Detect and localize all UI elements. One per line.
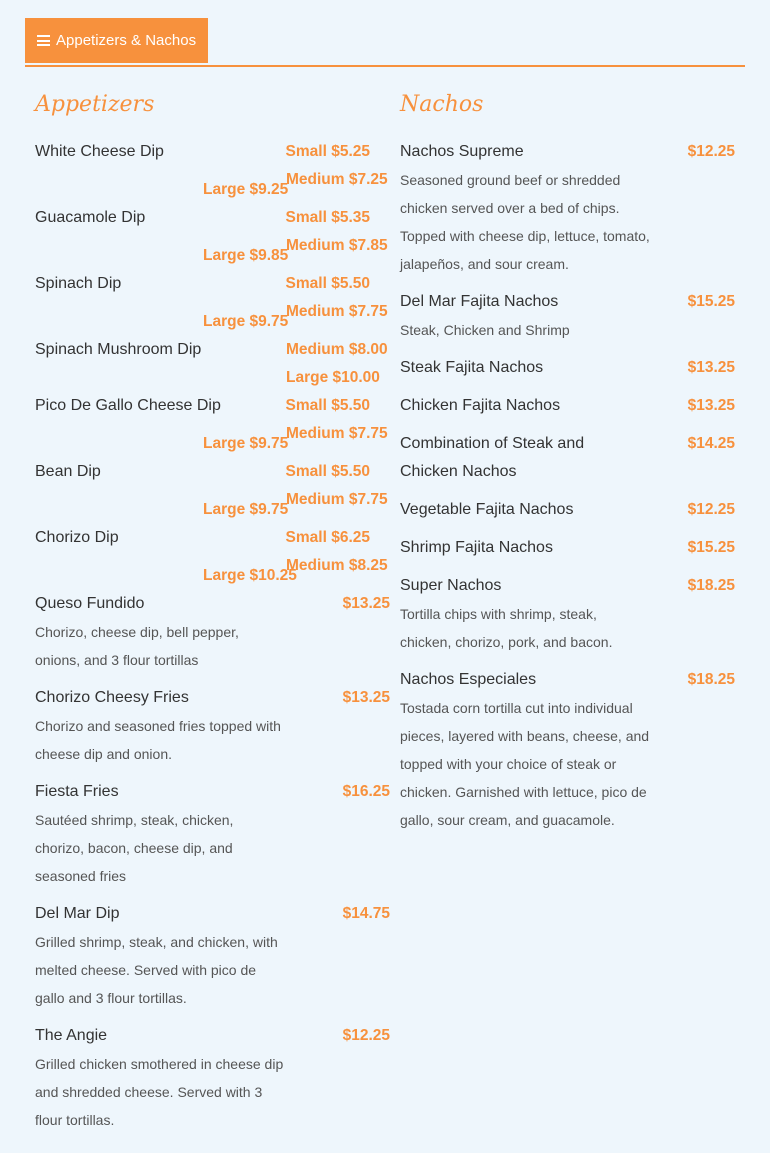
menu-item (400, 392, 735, 420)
menu-item (400, 430, 735, 486)
tab-appetizers-nachos[interactable] (25, 18, 208, 63)
price-large: Large $10.25 (203, 567, 297, 584)
menu-item (35, 524, 390, 590)
menu-item (400, 572, 735, 656)
item-price: $14.75 (342, 905, 390, 922)
menu-item (400, 666, 735, 834)
price-small: Small $6.25 (285, 529, 370, 546)
tab-label: Appetizers & Nachos (56, 32, 197, 49)
item-name: Nachos Especiales (400, 671, 537, 688)
item-name: Del Mar Fajita Nachos (400, 293, 559, 310)
price-medium: Medium $7.85 (286, 237, 388, 254)
price-large: Large $9.75 (203, 435, 289, 452)
item-price: $12.25 (687, 501, 735, 518)
item-price: $12.25 (342, 1027, 390, 1044)
item-name: Chorizo Cheesy Fries (35, 689, 189, 706)
item-price: $16.25 (342, 783, 390, 800)
menu-item (35, 204, 390, 270)
category-tab-bar (25, 18, 745, 67)
item-name: Bean Dip (35, 463, 101, 480)
price-medium: Medium $8.00 (286, 341, 388, 358)
item-name: Chorizo Dip (35, 529, 119, 546)
menu-item (400, 288, 735, 344)
menu-item (400, 496, 735, 524)
price-medium: Medium $7.75 (286, 491, 388, 508)
item-description: Tostada corn tortilla cut into individual pieces, layered with beans, cheese, and topped with your choice of steak or chicken. Garnished with lettuce, pico de gallo, sour cream, and guacamole. (400, 700, 650, 828)
appetizers-heading: Appetizers (35, 92, 155, 117)
item-description: Chorizo, cheese dip, bell pepper, onions, and 3 flour tortillas (35, 624, 239, 668)
item-name: White Cheese Dip (35, 143, 164, 160)
item-price: $12.25 (687, 143, 735, 160)
item-price: $13.25 (342, 595, 390, 612)
item-price: $14.25 (687, 435, 735, 452)
menu-icon (37, 35, 50, 46)
menu-item (400, 534, 735, 562)
item-name: Super Nachos (400, 577, 502, 594)
menu-item (35, 458, 390, 524)
menu-item (35, 336, 390, 392)
menu-item (35, 1022, 390, 1134)
menu-item (400, 138, 735, 278)
price-small: Small $5.25 (285, 143, 370, 160)
price-medium: Medium $8.25 (286, 557, 388, 574)
menu-item (35, 270, 390, 336)
item-price: $13.25 (687, 359, 735, 376)
item-name: Del Mar Dip (35, 905, 120, 922)
price-medium: Medium $7.75 (286, 303, 388, 320)
item-description: Grilled chicken smothered in cheese dip and shredded cheese. Served with 3 flour tortillas. (35, 1056, 284, 1128)
price-small: Small $5.50 (285, 463, 370, 480)
price-large: Large $10.00 (286, 369, 380, 386)
item-name: Guacamole Dip (35, 209, 146, 226)
price-medium: Medium $7.75 (286, 425, 388, 442)
item-description: Steak, Chicken and Shrimp (400, 322, 570, 338)
appetizers-section (35, 88, 390, 1144)
menu-item (35, 392, 390, 458)
price-small: Small $5.50 (285, 397, 370, 414)
item-price: $18.25 (687, 577, 735, 594)
price-large: Large $9.25 (203, 181, 289, 198)
item-name: Fiesta Fries (35, 783, 119, 800)
item-price: $15.25 (687, 539, 735, 556)
nachos-heading: Nachos (400, 92, 484, 117)
item-description: Tortilla chips with shrimp, steak, chicken, chorizo, pork, and bacon. (400, 606, 613, 650)
menu-item (35, 684, 390, 768)
menu-item (35, 590, 390, 674)
nachos-section (400, 88, 735, 844)
menu-item (35, 778, 390, 890)
menu-item (400, 354, 735, 382)
price-medium: Medium $7.25 (286, 171, 388, 188)
item-price: $13.25 (687, 397, 735, 414)
price-small: Small $5.50 (285, 275, 370, 292)
price-large: Large $9.75 (203, 501, 289, 518)
menu-item (35, 900, 390, 1012)
item-description: Grilled shrimp, steak, and chicken, with melted cheese. Served with pico de gallo and 3 flour tortillas. (35, 934, 278, 1006)
menu-item (35, 138, 390, 204)
price-large: Large $9.75 (203, 313, 289, 330)
price-small: Small $5.35 (285, 209, 370, 226)
item-name: The Angie (35, 1027, 108, 1044)
item-name: Nachos Supreme (400, 143, 524, 160)
price-large: Large $9.85 (203, 247, 289, 264)
item-name: Combination of Steak and Chicken Nachos (400, 435, 585, 480)
item-name: Queso Fundido (35, 595, 145, 612)
item-price: $18.25 (687, 671, 735, 688)
item-name: Spinach Mushroom Dip (35, 341, 202, 358)
item-description: Sautéed shrimp, steak, chicken, chorizo, bacon, cheese dip, and seasoned fries (35, 812, 234, 884)
item-name: Chicken Fajita Nachos (400, 397, 561, 414)
item-name: Spinach Dip (35, 275, 122, 292)
item-name: Vegetable Fajita Nachos (400, 501, 574, 518)
item-price: $13.25 (342, 689, 390, 706)
item-name: Shrimp Fajita Nachos (400, 539, 553, 556)
item-description: Chorizo and seasoned fries topped with cheese dip and onion. (35, 718, 281, 762)
item-price: $15.25 (687, 293, 735, 310)
item-name: Pico De Gallo Cheese Dip (35, 397, 221, 414)
item-name: Steak Fajita Nachos (400, 359, 544, 376)
item-description: Seasoned ground beef or shredded chicken served over a bed of chips. Topped with cheese dip, lettuce, tomato, jalapeños, and sour cream. (400, 172, 650, 272)
